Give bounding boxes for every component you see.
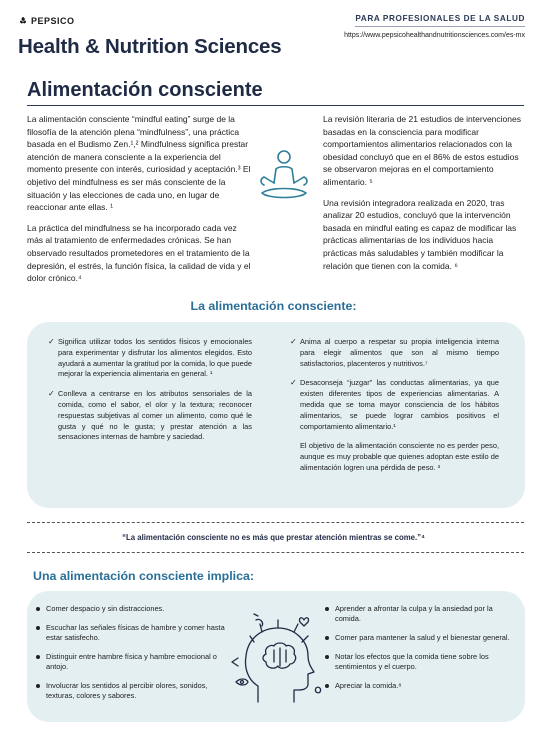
list-item-text: Aprender a afrontar la culpa y la ansiedad por la comida. (335, 604, 493, 623)
list-item-text: Escuchar las señales físicas de hambre y comer hasta estar satisfecho. (46, 623, 225, 642)
brand-name: PEPSICO (31, 16, 75, 26)
audience-label: PARA PROFESIONALES DE LA SALUD (355, 14, 525, 27)
meditation-icon (256, 147, 312, 205)
quote-divider-top (27, 522, 524, 523)
list-item (325, 652, 515, 672)
title-divider (27, 105, 524, 106)
checklist-right (290, 337, 499, 474)
list-item (36, 604, 226, 614)
intro-paragraph: La revisión literaria de 21 estudios de intervenciones basadas en la consciencia para modificar comportamientos alimentarios relacionados con la obesidad concluyó que en el 86% de estos estudios se observaron mejoras en el comportamiento alimentario. ⁵ (323, 114, 521, 187)
bullet-icon (325, 655, 329, 659)
intro-paragraph: La alimentación consciente “mindful eating” surge de la filosofía de la atención plena “mindfulness”, una práctica basada en el Budismo Zen.¹,² Mindfulness significa prestar atención de manera consciente a la experiencia del momento presente con interés, curiosidad y aceptación.³ El objetivo del mindfulness es ser más consciente de la situación y las elecciones de cada uno, en lugar de reaccionar ante ellas. ¹ (27, 114, 251, 213)
site-url-link[interactable]: https://www.pepsicohealthandnutritionsciences.com/es-mx (344, 32, 525, 39)
brand-logo (18, 16, 75, 26)
checklist-heading: La alimentación consciente: (190, 299, 357, 313)
list-item-text: Notar los efectos que la comida tiene sobre los sentimientos y el cuerpo. (335, 652, 489, 671)
bullet-icon (36, 607, 40, 611)
check-icon: ✓ (48, 337, 55, 346)
quote-divider-bottom (27, 552, 524, 553)
list-item-text: Involucrar los sentidos al percibir olores, sonidos, texturas, colores y sabores. (46, 681, 208, 700)
list-item (36, 652, 226, 672)
intro-paragraph: Una revisión integradora realizada en 2020, tras analizar 20 estudios, concluyó que la intervención basada en mindful eating es capaz de modificar las prácticas alimentarias de los individuos hacia prácticas más saludables y también modificar la relación que tienen con la comida. ⁶ (323, 197, 517, 271)
list-item (36, 623, 226, 643)
bullet-icon (325, 684, 329, 688)
implica-left-list (36, 604, 226, 710)
intro-right-column (323, 113, 527, 280)
bullet-icon (36, 626, 40, 630)
check-icon: ✓ (290, 337, 297, 346)
check-item (290, 337, 499, 369)
list-item-text: Distinguir entre hambre física y hambre emocional o antojo. (46, 652, 217, 671)
list-item (325, 633, 515, 643)
pull-quote: “La alimentación consciente no es más que prestar atención mientras se come.”⁴ (122, 533, 425, 542)
intro-paragraph: La práctica del mindfulness se ha incorporado cada vez más al tratamiento de enfermedades crónicas. Se han observado resultados prometedores en el tratamiento de la depresión, el estrés, la función física, la calidad de vida y el dolor crónico.⁴ (27, 222, 251, 284)
publication-title: Health & Nutrition Sciences (18, 35, 282, 58)
check-icon: ✓ (48, 389, 55, 399)
list-item-text: Comer para mantener la salud y el bienestar general. (335, 633, 510, 642)
implica-heading: Una alimentación consciente implica: (33, 569, 255, 583)
check-item-text: Conlleva a centrarse en los atributos sensoriales de la comida, como el sabor, el olor y la textura; reconocer respuestas subjetivas al comer un alimento, como qué le gusta y qué no le gusta; y prestar atención a las sensaciones internas de hambre y saciedad. (58, 389, 252, 442)
list-item-text: Comer despacio y sin distracciones. (46, 604, 165, 613)
implica-right-list (325, 604, 515, 700)
list-item-text: Apreciar la comida.⁸ (335, 681, 402, 690)
check-item (48, 337, 252, 380)
pepsico-leaf-icon (18, 16, 28, 26)
bullet-icon (325, 607, 329, 611)
goal-note: El objetivo de la alimentación consciente no es perder peso, aunque es muy probable que quienes adoptan este estilo de alimentación logren una pérdida de peso. ³ (300, 441, 499, 472)
list-item (325, 604, 515, 624)
intro-left-column (27, 113, 252, 293)
check-icon: ✓ (290, 378, 297, 388)
check-item-text: Anima al cuerpo a respetar su propia inteligencia interna para elegir alimentos que son al mismo tiempo satisfactorios, placenteros y nutritivos.⁷ (300, 337, 499, 368)
check-item (48, 389, 252, 443)
check-item-text: Significa utilizar todos los sentidos físicos y emocionales para experimentar y disfrutar los alimentos elegidos. Esto ayudará a aumentar la gratitud por la comida, lo que puede mejorar la experiencia alimentaria en general. ¹ (58, 337, 252, 379)
bullet-icon (325, 636, 329, 640)
page-title: Alimentación consciente (27, 79, 263, 101)
list-item (325, 681, 515, 691)
bullet-icon (36, 655, 40, 659)
bullet-icon (36, 684, 40, 688)
mindful-head-icon (230, 602, 325, 714)
check-item (290, 378, 499, 432)
check-item-text: Desaconseja “juzgar” las conductas alimentarias, ya que existen diferentes tipos de experiencias alimentarias. A medida que se toma mayor consciencia de los hábitos alimentarios, se puede lograr cambios positivos el comportamiento alimentario.¹ (300, 378, 499, 431)
page-header (0, 0, 547, 72)
checklist-left (48, 337, 252, 452)
list-item (36, 681, 226, 701)
